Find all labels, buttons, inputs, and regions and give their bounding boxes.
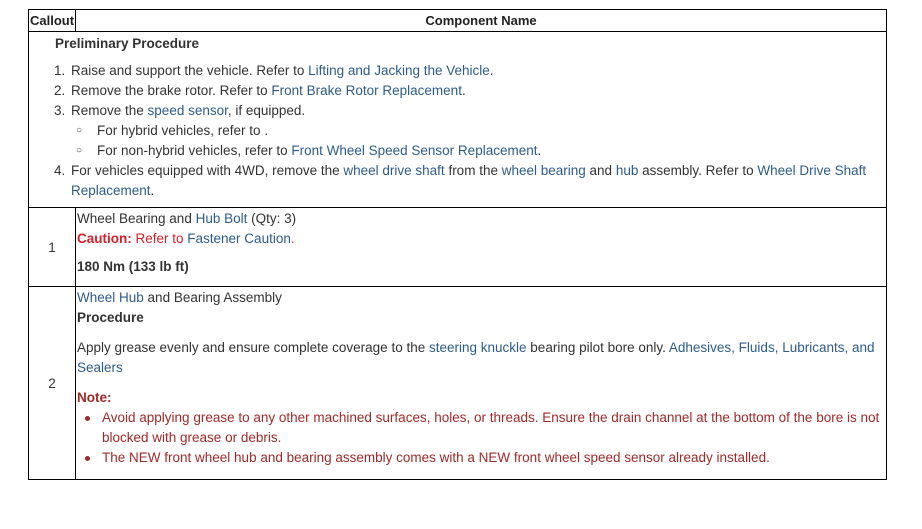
callout-number: 1 [29, 208, 76, 287]
wheel-hub-link[interactable]: Wheel Hub [77, 290, 144, 305]
step-3-end: , if equipped. [227, 103, 306, 118]
preliminary-procedure-title: Preliminary Procedure [55, 36, 200, 51]
wheel-bearing-link[interactable]: wheel bearing [501, 163, 586, 178]
steering-knuckle-link[interactable]: steering knuckle [428, 340, 527, 355]
step-3b-text: For non-hybrid vehicles, refer to [97, 143, 292, 158]
table-row [29, 287, 887, 480]
procedure-text-b: bearing pilot bore only. [526, 340, 669, 355]
step-1 [69, 61, 878, 81]
preliminary-row [29, 32, 887, 208]
step-3b-end: . [537, 143, 542, 158]
step-4 [69, 161, 878, 201]
component-table [28, 9, 887, 480]
step-4-text-d: assembly. Refer to [638, 163, 758, 178]
caution-end: . [290, 231, 295, 246]
brake-rotor-replacement-link[interactable]: Front Brake Rotor Replacement [271, 83, 462, 98]
caution-text: Refer to [131, 231, 188, 246]
step-4-text-a: For vehicles equipped with 4WD, remove the [71, 163, 344, 178]
speed-sensor-link[interactable]: speed sensor [147, 103, 228, 118]
component-cell [76, 208, 887, 287]
step-1-text: Raise and support the vehicle. Refer to [71, 63, 309, 78]
lifting-jacking-link[interactable]: Lifting and Jacking the Vehicle [308, 63, 490, 78]
drive-shaft-replacement-link[interactable]: Wheel Drive Shaft Replacement [71, 163, 867, 198]
component-qty: (Qty: 3) [247, 211, 297, 226]
step-2-end: . [461, 83, 466, 98]
procedure-text-a: Apply grease evenly and ensure complete coverage to the [77, 340, 429, 355]
component-name-header: Component Name [76, 10, 887, 32]
adhesives-fluids-link[interactable]: Adhesives, Fluids, Lubricants, and Sealers [77, 340, 875, 375]
step-2-text: Remove the brake rotor. Refer to [71, 83, 272, 98]
step-3-text: Remove the [71, 103, 148, 118]
procedure-heading: Procedure [77, 310, 144, 325]
hub-link[interactable]: hub [615, 163, 639, 178]
step-1-end: . [489, 63, 494, 78]
step-3b [97, 141, 878, 161]
step-4-text-b: from the [444, 163, 502, 178]
fastener-caution-link[interactable]: Fastener Caution [187, 231, 291, 246]
note-item: The NEW front wheel hub and bearing assembly comes with a NEW front wheel speed sensor already installed. [102, 448, 880, 468]
component-name-text: Wheel Bearing and [77, 211, 196, 226]
procedure-text [77, 338, 880, 378]
caution-line [77, 229, 880, 249]
step-3a: ○ For hybrid vehicles, refer to . [97, 121, 878, 141]
preliminary-steps-list [55, 61, 878, 201]
notes-list [77, 408, 880, 468]
torque-spec: 180 Nm (133 lb ft) [77, 259, 189, 274]
wheel-drive-shaft-link[interactable]: wheel drive shaft [343, 163, 445, 178]
table-header-row [29, 10, 887, 32]
step-3 [69, 101, 878, 161]
component-name [77, 209, 880, 229]
callout-number: 2 [29, 287, 76, 480]
note-label: Note: [77, 390, 112, 405]
component-cell [76, 287, 887, 480]
callout-header: Callout [29, 10, 76, 32]
component-name-text: and Bearing Assembly [143, 290, 282, 305]
caution-label: Caution: [77, 231, 132, 246]
note-item: Avoid applying grease to any other machined surfaces, holes, or threads. Ensure the drain channel at the bottom of the bore is not blocked with grease or debris. [102, 408, 880, 448]
component-name [77, 288, 880, 308]
step-4-end: . [150, 183, 155, 198]
hub-bolt-link[interactable]: Hub Bolt [195, 211, 248, 226]
preliminary-procedure-cell [29, 32, 887, 208]
step-2 [69, 81, 878, 101]
table-row [29, 208, 887, 287]
step-4-text-c: and [585, 163, 616, 178]
step-3-sublist [71, 121, 878, 161]
wheel-speed-sensor-link[interactable]: Front Wheel Speed Sensor Replacement [291, 143, 538, 158]
